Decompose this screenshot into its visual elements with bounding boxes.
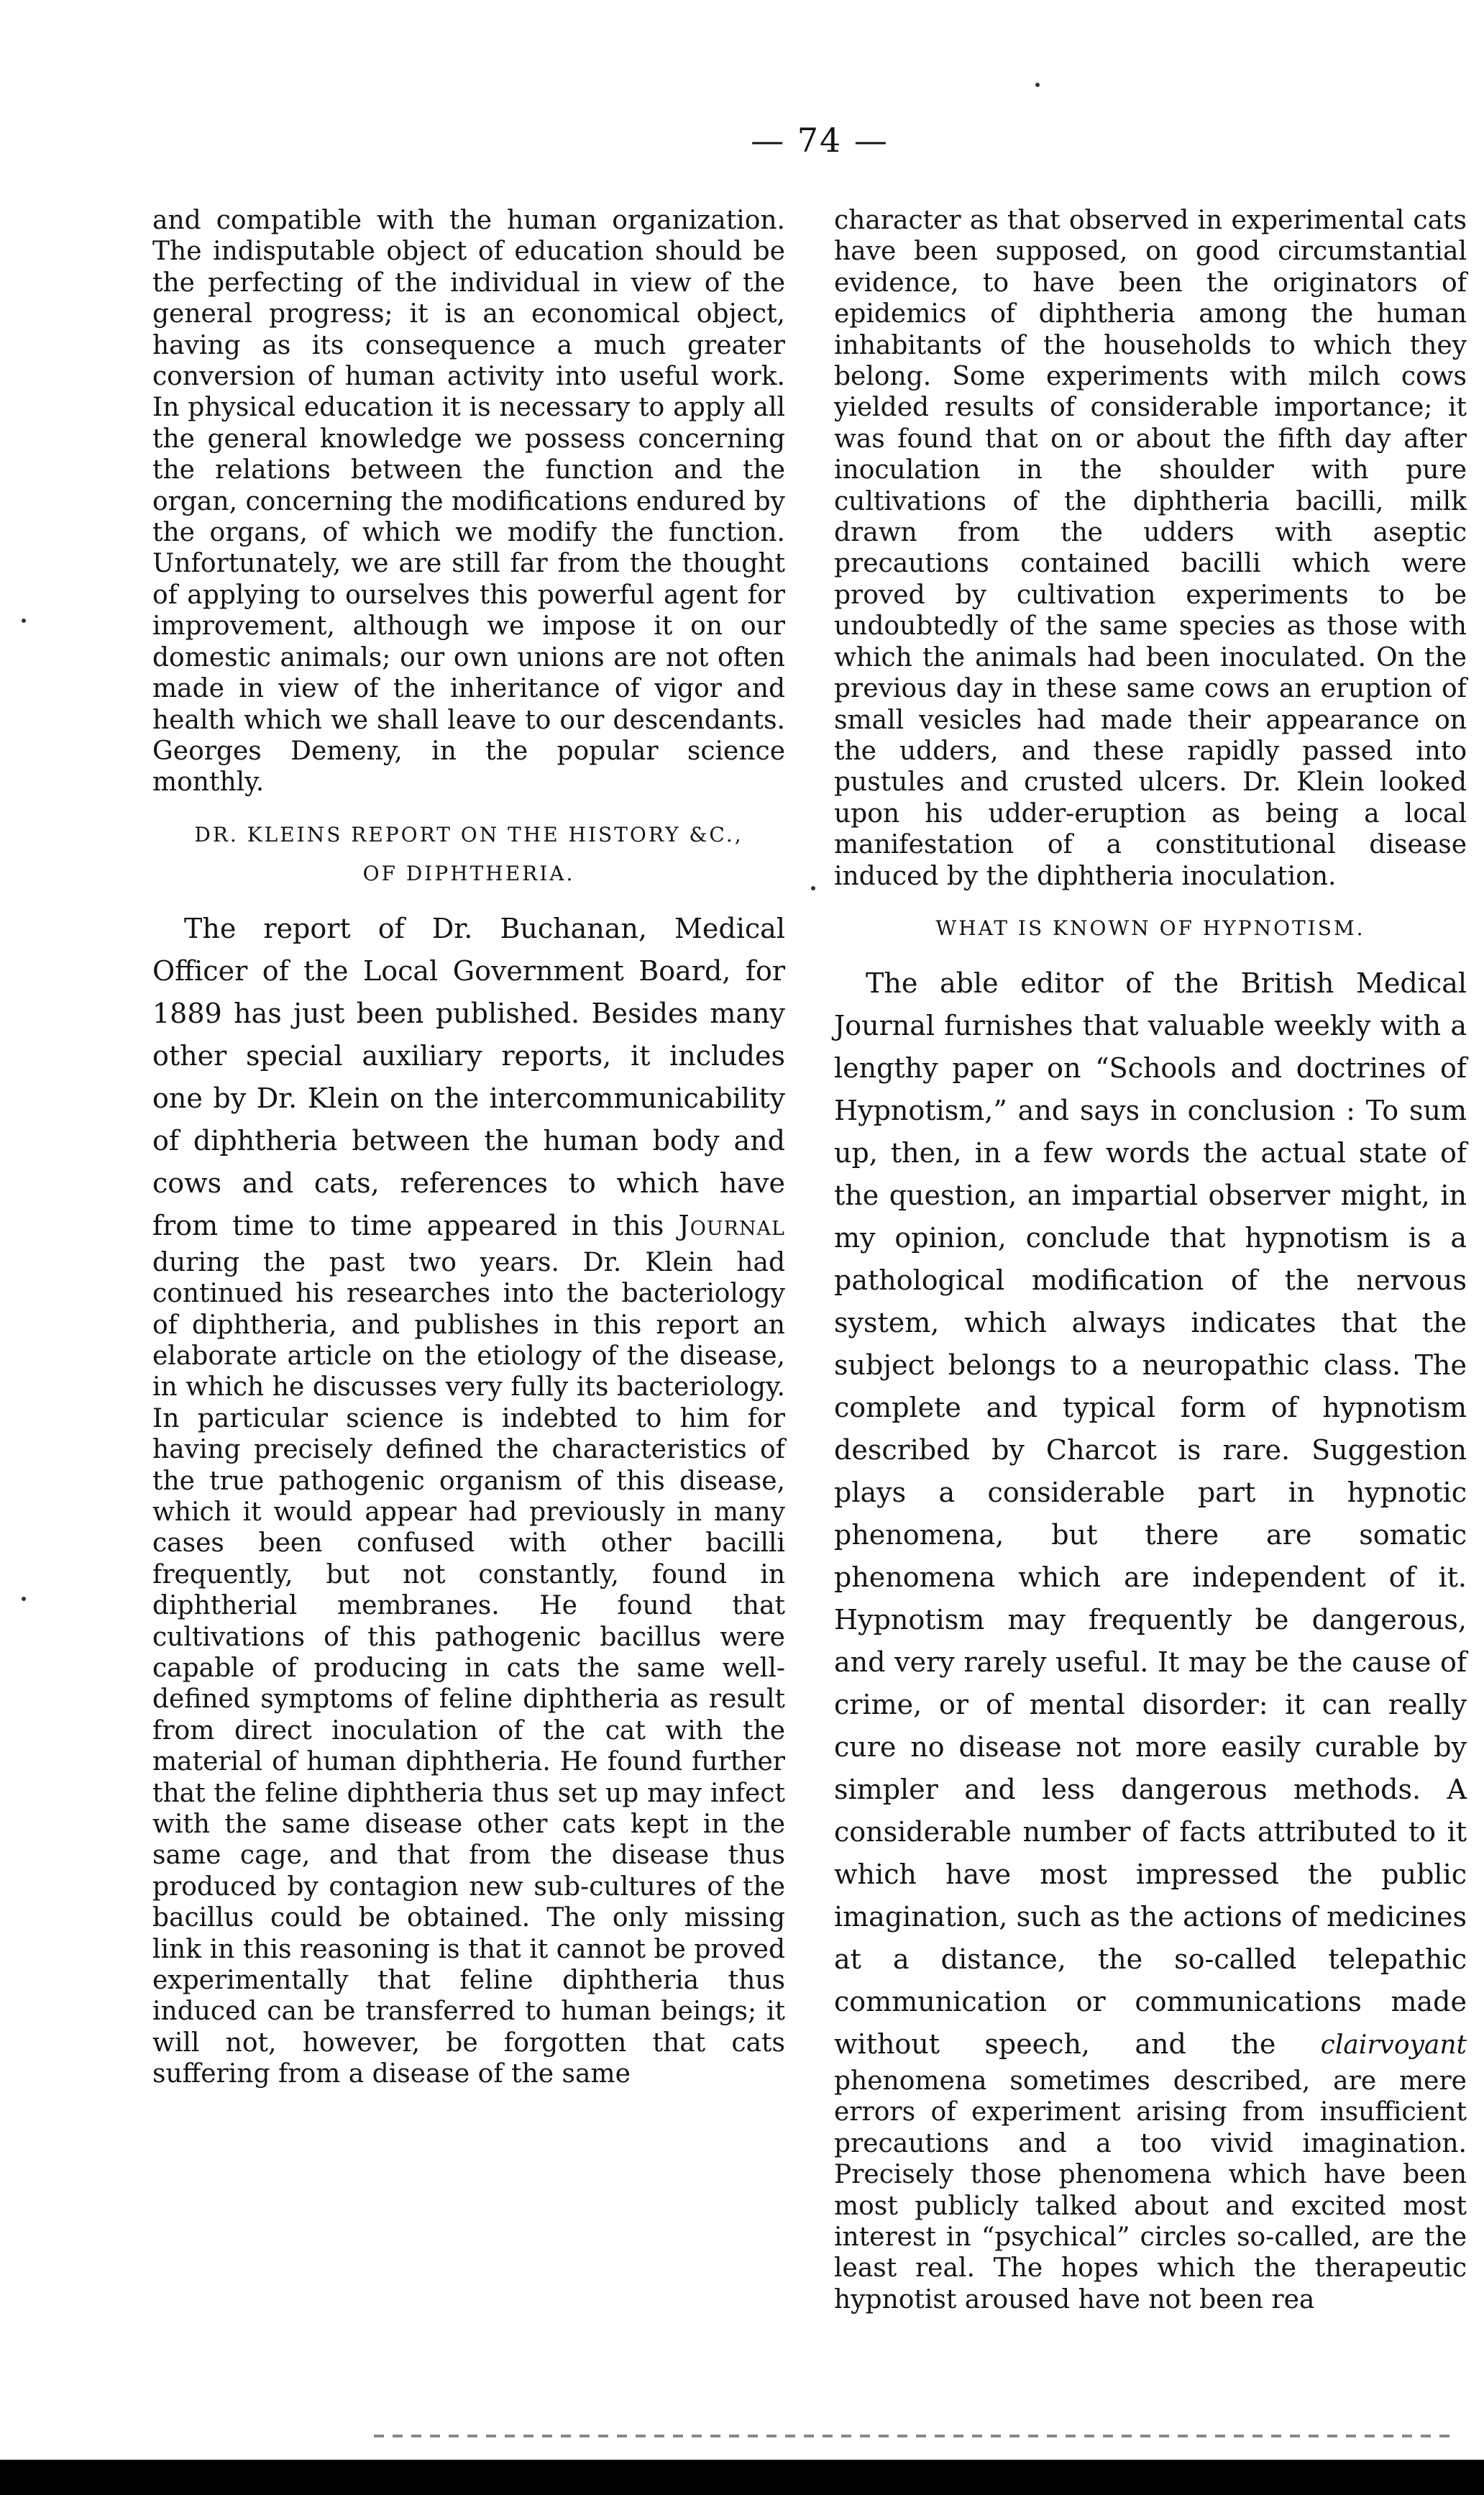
hypnotism-article-heading: WHAT IS KNOWN OF HYPNOTISM. <box>935 916 1365 940</box>
diphtheria-article-heading <box>152 816 785 893</box>
journal-word: Journal <box>678 1209 785 1241</box>
left-column <box>152 205 785 2090</box>
margin-speck <box>1035 83 1040 87</box>
margin-speck <box>22 619 26 623</box>
margin-speck <box>811 886 815 890</box>
article-text-part-1: The able editor of the British Medical Journal furnishes that valuable weekly with a lengthy paper on “Schools and doctrines of Hypnotism,” and says in conclusion : To sum up, then, in a few words the actual state of the question, an impartial observer might, in my opinion, conclude that hypnotism is a pathological modification of the nervous system, which always indicates that the subject belongs to a neuropathic class. The complete and typical form of hypnotism described by Charcot is rare. Suggestion plays a considerable part in hypnotic phenomena, but there are somatic phenomena which are independent of it. Hypnotism may frequently be dangerous, and very rarely useful. It may be the cause of crime, or of mental disorder: it can really cure no disease not more easily curable by simpler and less dangerous methods. A considerable number of facts attributed to it which have most impressed the public imagination, such as the actions of medicines at a distance, the so-called telepathic communication or communications made without speech, and the <box>834 967 1467 2060</box>
diphtheria-article-body <box>152 908 785 2090</box>
article-text-part-2: during the past two years. Dr. Klein had continued his researches into the bacteriology of diphtheria, and publishes in this report an elaborate article on the etiology of the disease, in which he discusses very fully its bacteriology. In particular science is indebted to him for having precisely defined the characteristics of the true pathogenic organism of this disease, which it would appear had previously in many cases been confused with other bacilli frequently, but not constantly, found in diphtherial membranes. He found that cultivations of this pathogenic bacillus were capable of producing in cats the same well-defined symptoms of feline diphtheria as result from direct inoculation of the cat with the material of human diphtheria. He found further that the feline diphtheria thus set up may infect with the same disease other cats kept in the same cage, and that from the disease thus produced by contagion new sub-cultures of the bacillus could be obtained. The only missing link in this reasoning is that it cannot be proved experimentally that feline diphtheria thus induced can be transferred to human beings; it will not, however, be forgotten that cats suffering from a disease of the same <box>152 1247 785 2089</box>
right-continuation-text: character as that observed in experimental cats have been supposed, on good circumstantial evidence, to have been the originators of epidemics of diphtheria among the human inhabitants of the households to which they belong. Some experiments with milch cows yielded results of considerable importance; it was found that on or about the fifth day after inoculation in the shoulder with pure cultivations of the diphtheria bacilli, milk drawn from the udders with aseptic precautions contained bacilli which were proved by cultivation experiments to be undoubtedly of the same species as those with which the animals had been inoculated. On the previous day in these same cows an eruption of small vesicles had made their appearance on the udders, and these rapidly passed into pustules and crusted ulcers. Dr. Klein looked upon his udder-eruption as being a local manifestation of a constitutional disease induced by the diphtheria inoculation. <box>834 206 1467 891</box>
article-text-part-1: The report of Dr. Buchanan, Medical Officer of the Local Government Board, for 1889 has just been published. Besides many other special auxiliary reports, it includes one by Dr. Klein on the intercommunicability of diphtheria between the human body and cows and cats, references to which have from time to time appeared in this <box>152 912 785 1241</box>
scan-edge-bar <box>0 2460 1484 2495</box>
heading-line-1: DR. KLEINS REPORT ON THE HISTORY &C., <box>194 822 743 847</box>
right-column <box>834 205 1467 2315</box>
clairvoyant-word: clairvoyant <box>1320 2030 1467 2060</box>
hypnotism-article-body <box>834 962 1467 2315</box>
article-text-part-2: phenomena sometimes described, are mere errors of experiment arising from insufficient precautions and a too vivid imagination. Precisely those phenomena which have been most publicly talked about and excited most interest in “psychical” circles so-called, are the least real. The hopes which the therapeutic hypnotist aroused have not been rea <box>834 2066 1467 2314</box>
left-continuation-text: and compatible with the human organization. The indisputable object of education should be the perfecting of the individual in view of the general progress; it is an economical object, having as its consequence a much greater conversion of human activity into useful work. In physical education it is necessary to apply all the general knowledge we possess concerning the relations between the function and the organ, concerning the modifications endured by the organs, of which we modify the function. Unfortunately, we are still far from the thought of applying to ourselves this powerful agent for improvement, although we impose it on our domestic animals; our own unions are not often made in view of the inheritance of vigor and health which we shall leave to our descendants. Georges Demeny, in the popular science monthly. <box>152 206 785 798</box>
page-number: — 74 — <box>751 121 889 160</box>
heading-line-2: OF DIPHTHERIA. <box>362 861 575 885</box>
footer-dashed-rule <box>374 2435 1452 2437</box>
margin-speck <box>22 1597 26 1601</box>
